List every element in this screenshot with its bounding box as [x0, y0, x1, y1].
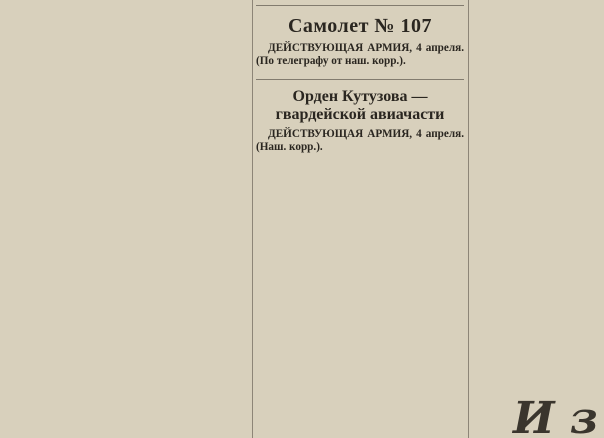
section-divider	[256, 79, 464, 80]
article-body	[256, 42, 464, 69]
column-divider	[468, 0, 469, 438]
column-divider	[252, 0, 253, 438]
article-headline-line1: Орден Кутузова —	[292, 87, 428, 105]
article-headline: Самолет № 107	[287, 15, 433, 37]
middle-column	[254, 0, 466, 438]
section-divider	[256, 5, 464, 6]
article-body	[256, 128, 464, 155]
dateline: ДЕЙСТВУЮЩАЯ АРМИЯ, 4 апреля. (Наш. корр.).	[256, 127, 464, 154]
right-column	[470, 0, 604, 438]
next-headline-fragment: И з	[513, 393, 598, 438]
left-column	[0, 0, 250, 438]
article-headline-line2: гвардейской авиачасти	[275, 105, 445, 123]
dateline: ДЕЙСТВУЮЩАЯ АРМИЯ, 4 апреля. (По телеграфу от наш. корр.).	[256, 42, 464, 68]
